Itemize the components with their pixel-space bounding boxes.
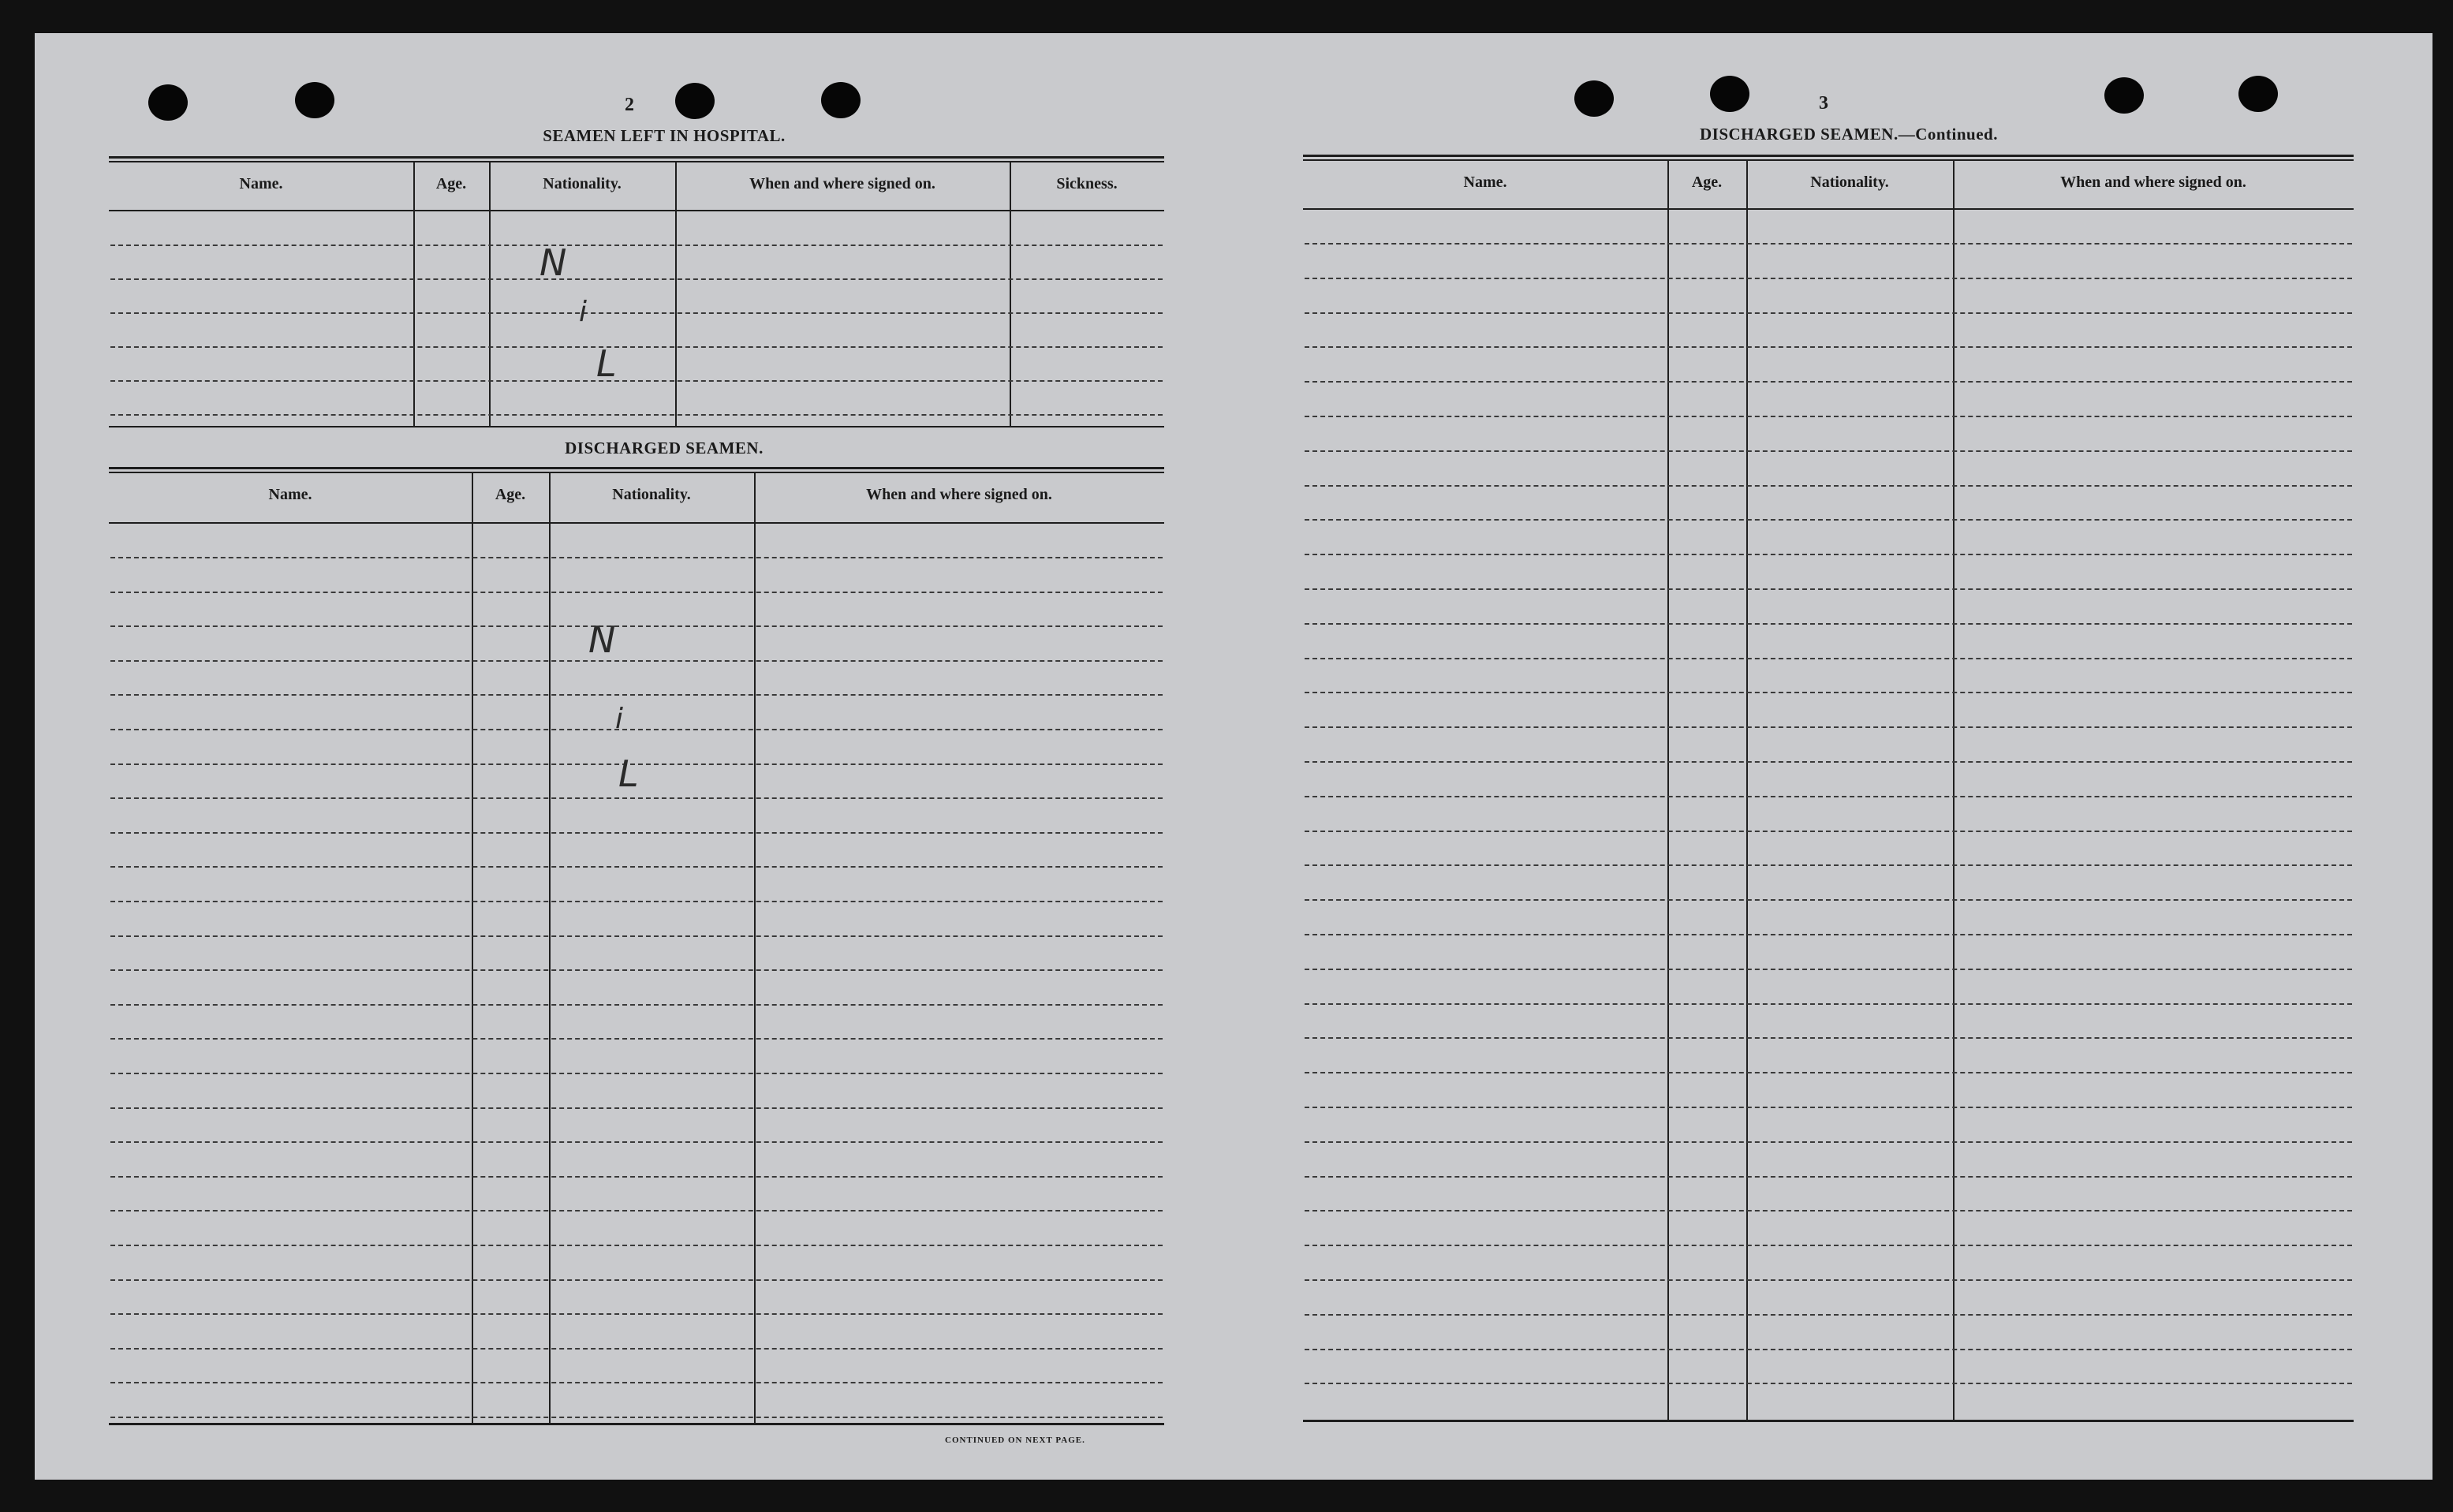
ruled-line: [110, 625, 1163, 627]
right-top-rule: [1303, 155, 2354, 161]
col-header-nationality: Nationality.: [612, 486, 691, 503]
handwritten-mark: L: [618, 752, 639, 795]
ruled-line: [110, 346, 1163, 348]
handwritten-mark: i: [579, 296, 588, 328]
ruled-line: [110, 1141, 1163, 1143]
ruled-line: [110, 901, 1163, 902]
column-divider: [675, 161, 677, 426]
col-header-signed-on: When and where signed on.: [749, 175, 935, 192]
handwritten-mark: N: [540, 241, 567, 284]
hospital-bottom-rule: [109, 426, 1164, 427]
ruled-line: [110, 1004, 1163, 1006]
ruled-line: [1305, 243, 2352, 245]
ruled-line: [110, 1279, 1163, 1281]
ruled-line: [110, 935, 1163, 937]
column-divider: [489, 161, 491, 426]
page-number: 2: [625, 95, 634, 115]
ruled-line: [1305, 1141, 2352, 1143]
column-divider: [1667, 159, 1669, 1420]
handwritten-mark: L: [596, 342, 617, 385]
ruled-line: [1305, 485, 2352, 487]
punch-hole: [1574, 80, 1614, 117]
ruled-line: [110, 1245, 1163, 1246]
handwritten-mark: N: [588, 618, 616, 661]
ruled-line: [110, 797, 1163, 799]
ruled-line: [1305, 416, 2352, 417]
col-header-age: Age.: [495, 486, 526, 503]
ruled-line: [110, 1107, 1163, 1109]
punch-hole: [1710, 76, 1749, 112]
col-header-name: Name.: [239, 175, 283, 192]
discharged-header-rule: [109, 522, 1164, 524]
ruled-line: [110, 1313, 1163, 1315]
ruled-line: [110, 414, 1163, 416]
col-header-age: Age.: [1691, 174, 1723, 191]
ruled-line: [1305, 969, 2352, 970]
punch-hole: [821, 82, 861, 118]
ruled-line: [1305, 1279, 2352, 1281]
ruled-line: [110, 312, 1163, 314]
ruled-line: [1305, 658, 2352, 659]
right-bottom-rule: [1303, 1420, 2354, 1422]
discharged-bottom-rule: [109, 1423, 1164, 1425]
ruled-line: [1305, 864, 2352, 866]
ruled-line: [1305, 346, 2352, 348]
ruled-line: [110, 278, 1163, 280]
ruled-line: [110, 1348, 1163, 1350]
col-header-nationality: Nationality.: [1810, 174, 1889, 191]
hospital-top-rule: [109, 156, 1164, 162]
ruled-line: [1305, 1210, 2352, 1211]
ruled-line: [110, 380, 1163, 382]
ruled-line: [1305, 1349, 2352, 1350]
ruled-line: [1305, 519, 2352, 521]
ruled-line: [1305, 1245, 2352, 1246]
ruled-line: [110, 1382, 1163, 1383]
punch-hole: [2104, 77, 2144, 114]
discharged-continued-title: DISCHARGED SEAMEN.—Continued.: [1700, 125, 1998, 144]
column-divider: [1010, 161, 1011, 426]
discharged-top-rule: [109, 467, 1164, 473]
ruled-line: [110, 1210, 1163, 1211]
ruled-line: [1305, 1003, 2352, 1005]
punch-hole: [675, 83, 715, 119]
ruled-line: [110, 832, 1163, 834]
ruled-line: [110, 245, 1163, 246]
hospital-header-rule: [109, 210, 1164, 211]
ruled-line: [1305, 278, 2352, 279]
col-header-sickness: Sickness.: [1056, 175, 1118, 192]
ruled-line: [1305, 1107, 2352, 1108]
ruled-line: [110, 592, 1163, 593]
column-divider: [1953, 159, 1955, 1420]
ruled-line: [110, 729, 1163, 730]
ruled-line: [1305, 692, 2352, 693]
ruled-line: [1305, 1314, 2352, 1316]
ruled-line: [1305, 761, 2352, 763]
ruled-line: [110, 557, 1163, 558]
col-header-signed-on: When and where signed on.: [2060, 174, 2246, 191]
ruled-line: [1305, 312, 2352, 314]
column-divider: [413, 161, 415, 426]
ruled-line: [110, 1417, 1163, 1418]
ruled-line: [110, 660, 1163, 662]
discharged-section-title: DISCHARGED SEAMEN.: [565, 439, 764, 457]
ruled-line: [1305, 899, 2352, 901]
ledger-sheet: [35, 33, 2432, 1480]
ruled-line: [1305, 831, 2352, 832]
ruled-line: [1305, 726, 2352, 728]
ruled-line: [1305, 1383, 2352, 1384]
ruled-line: [1305, 623, 2352, 625]
handwritten-mark: i: [615, 703, 624, 735]
ruled-line: [110, 1073, 1163, 1074]
ruled-line: [1305, 450, 2352, 452]
right-header-rule: [1303, 208, 2354, 210]
ruled-line: [110, 969, 1163, 971]
page-number: 3: [1819, 93, 1828, 114]
col-header-name: Name.: [268, 486, 312, 503]
ruled-line: [110, 1038, 1163, 1040]
ruled-line: [1305, 554, 2352, 555]
col-header-name: Name.: [1463, 174, 1507, 191]
col-header-signed-on: When and where signed on.: [866, 486, 1052, 503]
ruled-line: [110, 694, 1163, 696]
hospital-section-title: SEAMEN LEFT IN HOSPITAL.: [543, 126, 786, 145]
col-header-nationality: Nationality.: [543, 175, 622, 192]
ruled-line: [110, 866, 1163, 868]
punch-hole: [295, 82, 334, 118]
ruled-line: [1305, 381, 2352, 383]
ruled-line: [1305, 1072, 2352, 1073]
continued-footer: CONTINUED ON NEXT PAGE.: [945, 1435, 1085, 1445]
ruled-line: [1305, 1037, 2352, 1039]
punch-hole: [2238, 76, 2278, 112]
ruled-line: [1305, 588, 2352, 590]
ruled-line: [110, 1176, 1163, 1178]
punch-hole: [148, 84, 188, 121]
ruled-line: [1305, 796, 2352, 797]
col-header-age: Age.: [435, 175, 467, 192]
column-divider: [1746, 159, 1748, 1420]
ruled-line: [1305, 1176, 2352, 1178]
ruled-line: [1305, 934, 2352, 935]
